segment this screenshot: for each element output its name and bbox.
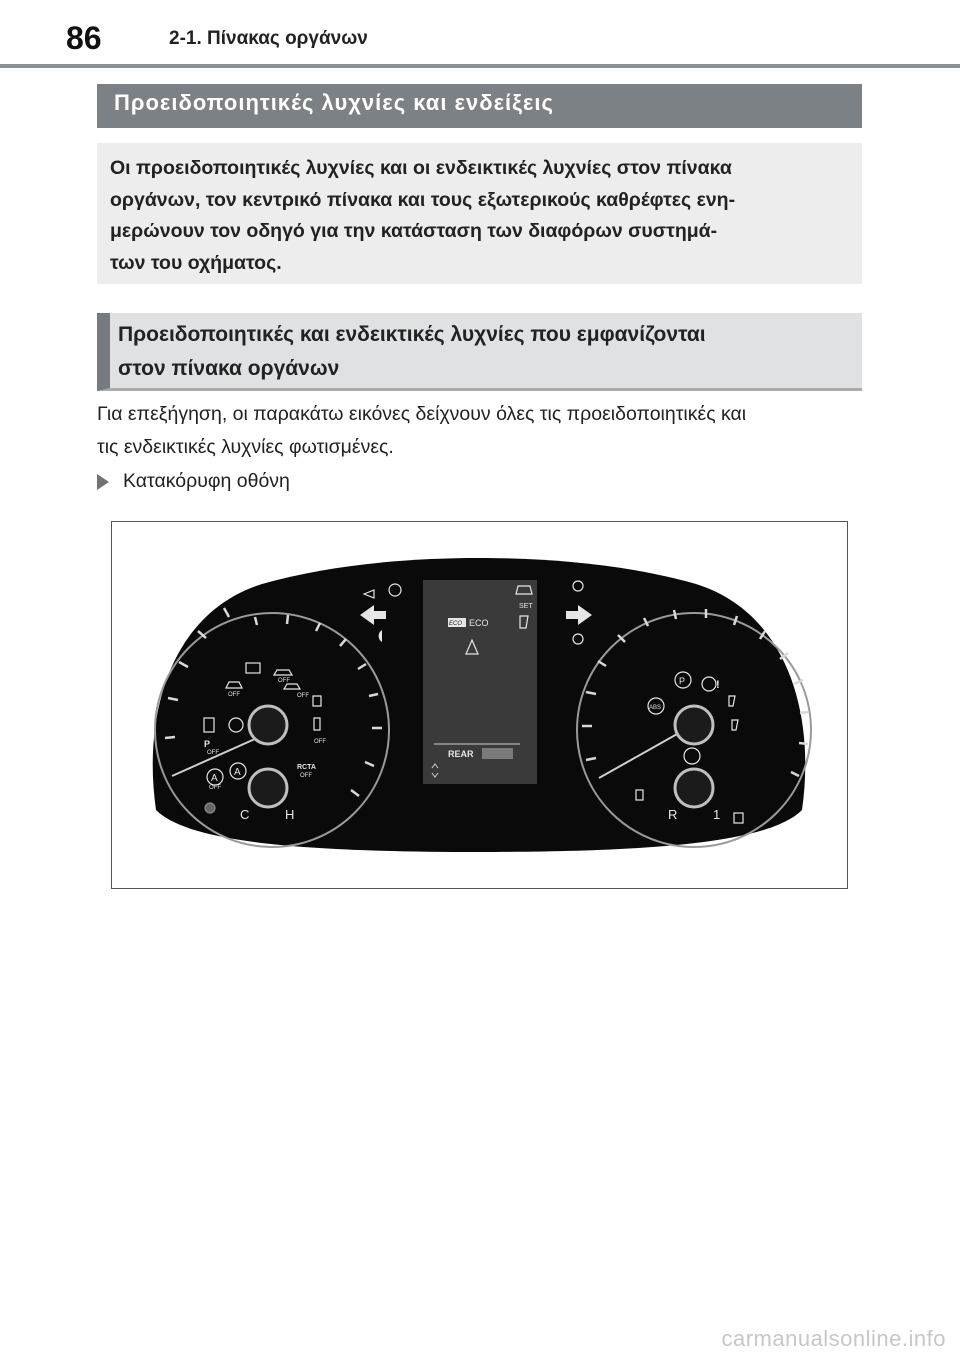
rear-label: REAR bbox=[448, 749, 474, 759]
off-label: OFF bbox=[300, 773, 312, 779]
intro-line: οργάνων, τον κεντρικό πίνακα και τους εξωτερικούς καθρέφτες ενη- bbox=[110, 188, 736, 211]
rear-seatbelt-indicators bbox=[482, 748, 513, 759]
right-hub-upper bbox=[675, 706, 713, 744]
section-title: Προειδοποιητικές λυχνίες και ενδείξεις bbox=[97, 84, 862, 128]
abs-label: ABS bbox=[649, 705, 662, 711]
bullet-item bbox=[97, 470, 290, 493]
body-line: Για επεξήγηση, οι παρακάτω εικόνες δείχνουν όλες τις προειδοποιητικές και bbox=[97, 403, 747, 425]
off-label: OFF bbox=[207, 750, 219, 756]
running-title: 2-1. Πίνακας οργάνων bbox=[169, 28, 368, 49]
off-label: OFF bbox=[314, 739, 326, 745]
instrument-cluster-illustration bbox=[112, 522, 847, 888]
left-hub-upper bbox=[249, 706, 287, 744]
off-label: OFF bbox=[228, 692, 240, 698]
set-label: SET bbox=[519, 603, 533, 610]
body-line: τις ενδεικτικές λυχνίες φωτισμένες. bbox=[97, 436, 394, 458]
bullet-label: Κατακόρυφη οθόνη bbox=[123, 470, 290, 492]
intro-line: Οι προειδοποιητικές λυχνίες και οι ενδεικτικές λυχνίες στον πίνακα bbox=[110, 157, 732, 179]
left-hub-lower bbox=[249, 769, 287, 807]
hot-label: H bbox=[285, 807, 295, 822]
subsection-line: στον πίνακα οργάνων bbox=[118, 357, 340, 380]
footer-watermark: carmanualsonline.info bbox=[721, 1326, 946, 1351]
fuel-full-label: 1 bbox=[713, 807, 721, 822]
warning-exclaim-label: ! bbox=[716, 679, 720, 691]
eco-label: ECO bbox=[469, 618, 489, 628]
header-rule bbox=[0, 64, 960, 68]
cold-label: C bbox=[240, 807, 250, 822]
intro-line: μερώνουν τον οδηγό για την κατάσταση των διαφόρων συστημά- bbox=[110, 220, 718, 242]
fuel-reserve-label: R bbox=[668, 807, 678, 822]
subsection-title bbox=[97, 313, 862, 391]
indicator-dot-icon bbox=[205, 803, 215, 813]
auto-label: A bbox=[234, 767, 241, 778]
body-paragraph bbox=[97, 398, 867, 464]
off-label: OFF bbox=[297, 693, 309, 699]
intro-box bbox=[97, 143, 862, 284]
triangle-bullet-icon bbox=[97, 474, 109, 490]
parking-brake-label: P bbox=[679, 676, 686, 686]
eco-badge-label: ECO bbox=[449, 621, 463, 627]
parking-sensor-label: P bbox=[204, 739, 211, 749]
subsection-line: Προειδοποιητικές και ενδεικτικές λυχνίες που εμφανίζονται bbox=[118, 323, 706, 346]
rcta-label: RCTA bbox=[297, 764, 316, 771]
figure-frame bbox=[111, 521, 848, 889]
right-hub-lower bbox=[675, 769, 713, 807]
center-display bbox=[423, 580, 537, 784]
off-label: OFF bbox=[209, 785, 221, 791]
intro-line: των του οχήματος. bbox=[110, 251, 282, 274]
auto-label: A bbox=[211, 773, 218, 784]
page-number: 86 bbox=[66, 20, 102, 56]
off-label: OFF bbox=[278, 678, 290, 684]
